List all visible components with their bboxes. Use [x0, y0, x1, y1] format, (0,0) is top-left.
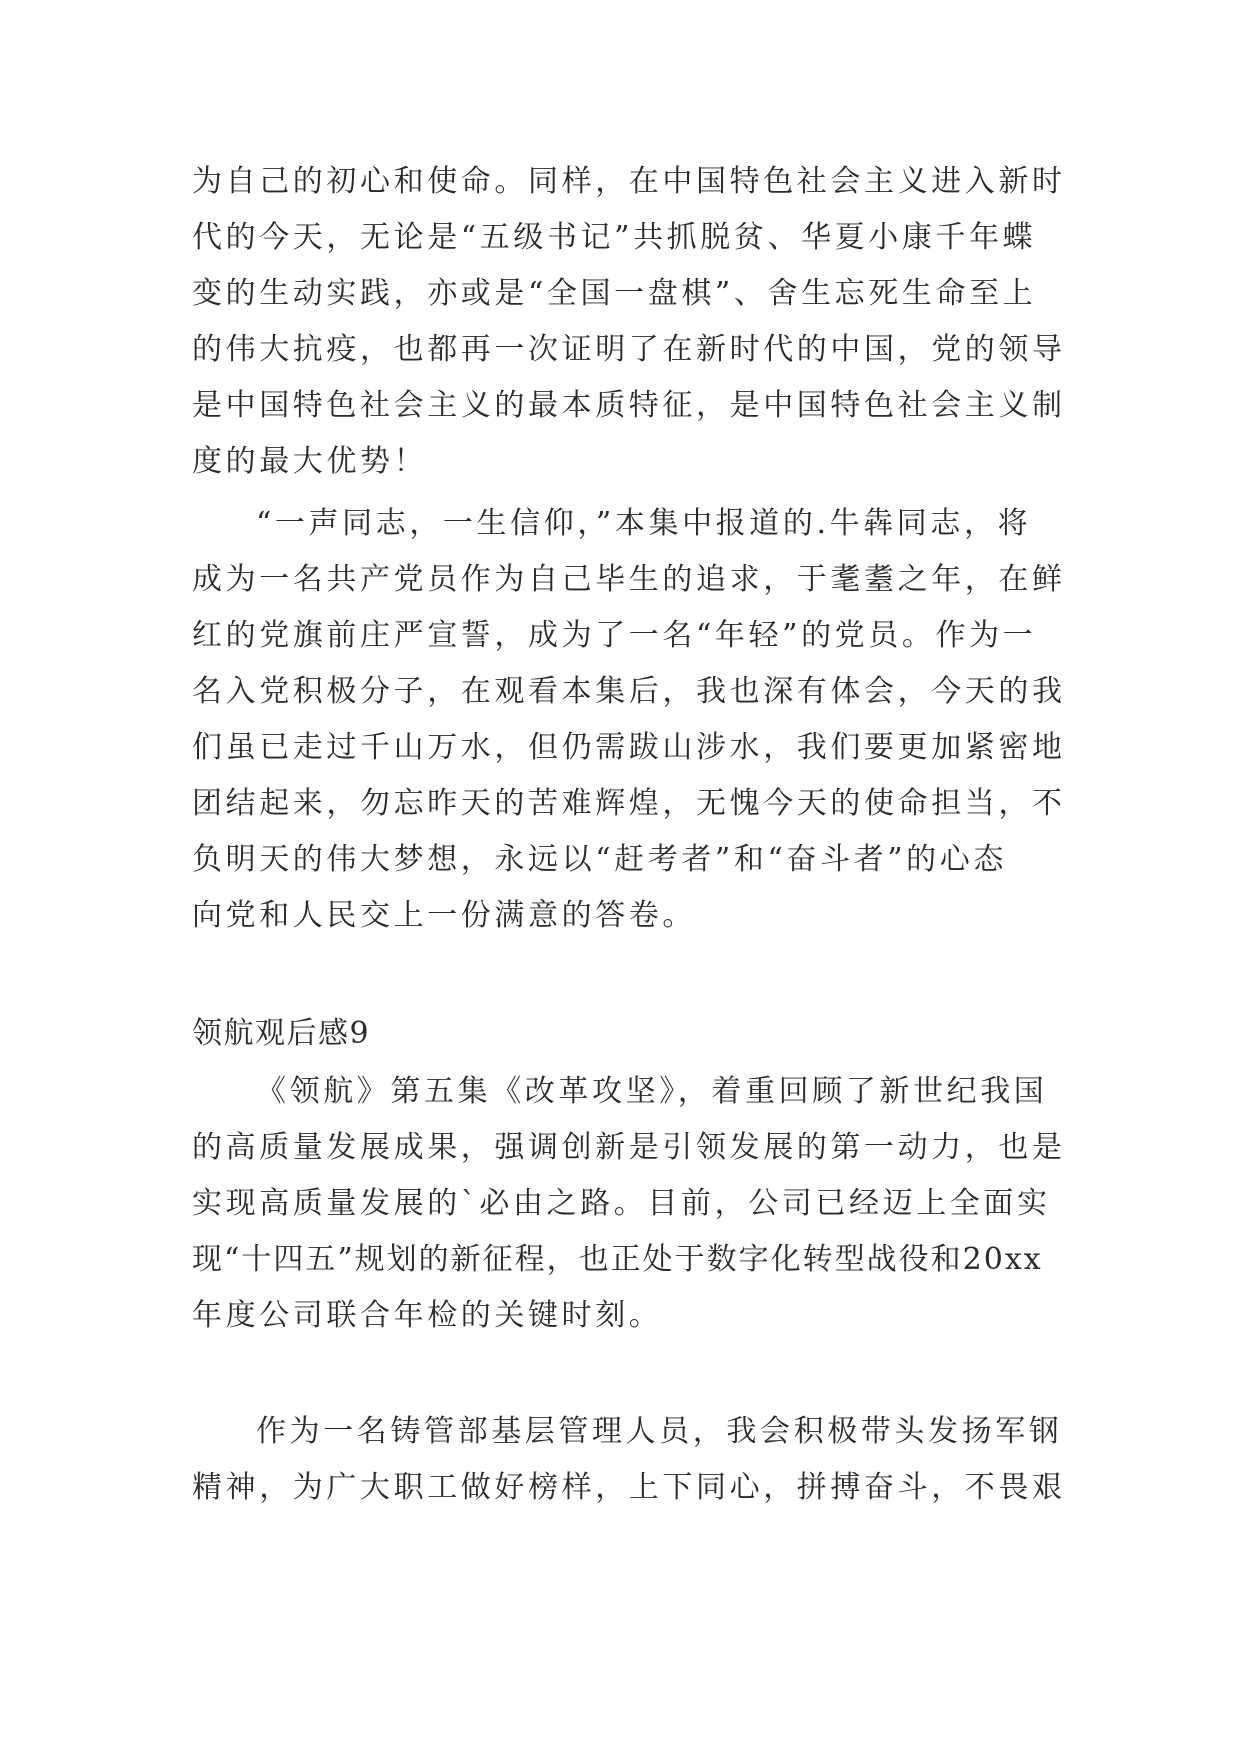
paragraph-3-line-5: 年度公司联合年检的关键时刻。: [192, 1298, 663, 1333]
paragraph-1-line-5: 是中国特色社会主义的最本质特征，是中国特色社会主义制: [192, 388, 1066, 423]
paragraph-2-line-4: 名入党积极分子，在观看本集后，我也深有体会，今天的我: [192, 674, 1066, 709]
paragraph-3-line-1: 《领航》第五集《改革攻坚》，着重回顾了新世纪我国: [256, 1074, 1048, 1109]
paragraph-1-line-4: 的伟大抗疫，也都再一次证明了在新时代的中国，党的领导: [192, 332, 1066, 367]
paragraph-3-line-4: 现“十四五”规划的新征程，也正处于数字化转型战役和20xx: [192, 1242, 1043, 1277]
paragraph-4-line-2: 精神，为广大职工做好榜样，上下同心，拼搏奋斗，不畏艰: [192, 1470, 1066, 1505]
section-heading: 领航观后感9: [192, 1016, 371, 1051]
paragraph-2-line-7: 负明天的伟大梦想，永远以“赶考者”和“奋斗者”的心态: [192, 842, 1007, 877]
paragraph-2-line-8: 向党和人民交上一份满意的答卷。: [192, 898, 696, 933]
paragraph-1-line-2: 代的今天，无论是“五级书记”共抓脱贫、华夏小康千年蝶: [192, 220, 1037, 255]
paragraph-3-line-2: 的高质量发展成果，强调创新是引领发展的第一动力，也是: [192, 1130, 1066, 1165]
paragraph-2-line-5: 们虽已走过千山万水，但仍需跋山涉水，我们要更加紧密地: [192, 730, 1066, 765]
paragraph-1-line-6: 度的最大优势！: [192, 444, 428, 479]
paragraph-1-line-3: 变的生动实践，亦或是“全国一盘棋”、舍生忘死生命至上: [192, 276, 1037, 311]
paragraph-1-line-1: 为自己的初心和使命。同样，在中国特色社会主义进入新时: [192, 164, 1066, 199]
paragraph-3-line-3: 实现高质量发展的`必由之路。目前，公司已经迈上全面实: [192, 1186, 1051, 1221]
paragraph-2-line-3: 红的党旗前庄严宣誓，成为了一名“年轻”的党员。作为一: [192, 618, 1037, 653]
paragraph-2-line-2: 成为一名共产党员作为自己毕生的追求，于耄耋之年，在鲜: [192, 562, 1066, 597]
paragraph-4-line-1: 作为一名铸管部基层管理人员，我会积极带头发扬军钢: [256, 1414, 1063, 1449]
paragraph-2-line-6: 团结起来，勿忘昨天的苦难辉煌，无愧今天的使命担当，不: [192, 786, 1066, 821]
paragraph-2-line-1: “一声同志，一生信仰，”本集中报道的.牛犇同志，将: [256, 506, 1032, 541]
